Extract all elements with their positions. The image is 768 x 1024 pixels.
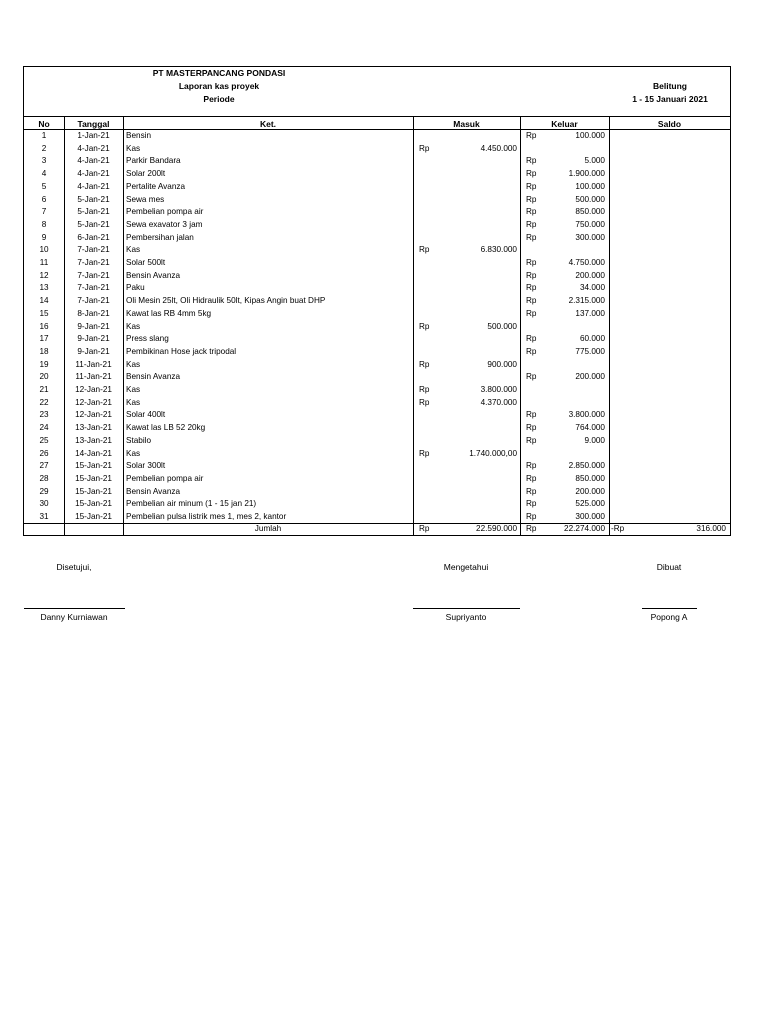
row-no: 15 bbox=[39, 308, 49, 318]
row-desc: Stabilo bbox=[126, 435, 152, 445]
table-row bbox=[24, 155, 730, 168]
row-date: 13-Jan-21 bbox=[75, 423, 112, 433]
row-out: 775.000 bbox=[575, 346, 605, 356]
row-out-currency: Rp bbox=[526, 410, 537, 420]
row-date: 4-Jan-21 bbox=[77, 169, 110, 179]
row-out-currency: Rp bbox=[526, 283, 537, 293]
row-out: 200.000 bbox=[575, 486, 605, 496]
row-date: 7-Jan-21 bbox=[77, 245, 110, 255]
row-in: 4.450.000 bbox=[480, 143, 517, 153]
row-desc: Pembelian pulsa listrik mes 1, mes 2, kantor bbox=[126, 512, 287, 521]
known-label: Mengetahui bbox=[443, 562, 489, 572]
row-no: 18 bbox=[39, 346, 49, 356]
row-no: 19 bbox=[39, 359, 49, 369]
row-out-currency: Rp bbox=[526, 473, 537, 483]
row-date: 15-Jan-21 bbox=[75, 512, 112, 521]
row-out: 2.850.000 bbox=[568, 461, 605, 471]
col-header-out: Keluar bbox=[551, 119, 578, 129]
row-desc: Paku bbox=[126, 283, 145, 293]
row-out-currency: Rp bbox=[526, 423, 537, 433]
col-header-date: Tanggal bbox=[77, 119, 110, 129]
row-desc: Pembelian pompa air bbox=[126, 207, 204, 217]
row-in-currency: Rp bbox=[419, 245, 430, 255]
row-desc: Bensin Avanza bbox=[126, 486, 181, 496]
row-date: 1-Jan-21 bbox=[77, 131, 110, 140]
row-date: 11-Jan-21 bbox=[75, 372, 112, 382]
table-row bbox=[24, 473, 730, 486]
row-out: 137.000 bbox=[575, 308, 605, 318]
row-out: 525.000 bbox=[575, 499, 605, 509]
row-desc: Kas bbox=[126, 321, 141, 331]
row-desc: Kas bbox=[126, 143, 141, 153]
approved-signature-line bbox=[24, 608, 125, 609]
row-out-currency: Rp bbox=[526, 512, 537, 521]
row-desc: Kawat las RB 4mm 5kg bbox=[126, 308, 212, 318]
table-row bbox=[24, 257, 730, 270]
table-row bbox=[24, 232, 730, 245]
company-name: PT MASTERPANCANG PONDASI bbox=[152, 68, 286, 78]
row-in: 3.800.000 bbox=[480, 385, 517, 394]
approved-name: Danny Kurniawan bbox=[40, 612, 108, 622]
row-no: 6 bbox=[41, 194, 47, 204]
table-row bbox=[24, 206, 730, 219]
row-date: 8-Jan-21 bbox=[77, 308, 110, 318]
table-row bbox=[24, 333, 730, 346]
row-out: 100.000 bbox=[575, 181, 605, 191]
row-date: 4-Jan-21 bbox=[77, 156, 110, 166]
row-out: 300.000 bbox=[575, 232, 605, 242]
col-header-desc: Ket. bbox=[259, 119, 277, 129]
table-row bbox=[24, 371, 730, 384]
location: Belitung bbox=[653, 81, 687, 91]
row-no: 20 bbox=[39, 372, 49, 382]
row-no: 30 bbox=[39, 499, 49, 509]
row-out: 300.000 bbox=[575, 512, 605, 521]
row-in: 6.830.000 bbox=[480, 245, 517, 255]
table-row bbox=[24, 460, 730, 473]
row-out: 34.000 bbox=[579, 283, 605, 293]
row-out: 200.000 bbox=[575, 270, 605, 280]
made-label: Dibuat bbox=[656, 562, 682, 572]
total-row bbox=[24, 523, 730, 536]
row-desc: Kas bbox=[126, 448, 141, 458]
row-desc: Sewa exavator 3 jam bbox=[126, 219, 203, 229]
row-date: 12-Jan-21 bbox=[75, 410, 112, 420]
row-no: 22 bbox=[39, 397, 49, 407]
report-title: Laporan kas proyek bbox=[178, 81, 260, 91]
row-date: 5-Jan-21 bbox=[77, 219, 110, 229]
table-row bbox=[24, 219, 730, 232]
row-date: 14-Jan-21 bbox=[75, 448, 112, 458]
row-no: 27 bbox=[39, 461, 49, 471]
row-date: 9-Jan-21 bbox=[77, 346, 110, 356]
row-date: 4-Jan-21 bbox=[77, 181, 110, 191]
col-header-in: Masuk bbox=[453, 119, 480, 129]
row-no: 26 bbox=[39, 448, 49, 458]
header-top-rule bbox=[24, 116, 730, 117]
row-no: 21 bbox=[39, 385, 49, 394]
row-no: 5 bbox=[41, 181, 47, 191]
row-date: 12-Jan-21 bbox=[75, 385, 112, 394]
row-date: 9-Jan-21 bbox=[77, 321, 110, 331]
row-desc: Parkir Bandara bbox=[126, 156, 181, 166]
table-row bbox=[24, 498, 730, 511]
row-out-currency: Rp bbox=[526, 296, 537, 306]
total-saldo: 316.000 bbox=[696, 524, 726, 533]
row-desc: Bensin Avanza bbox=[126, 270, 181, 280]
total-in-currency: Rp bbox=[419, 524, 430, 533]
approved-label: Disetujui, bbox=[56, 562, 92, 572]
row-out-currency: Rp bbox=[526, 461, 537, 471]
row-desc: Solar 400lt bbox=[126, 410, 166, 420]
row-in: 500.000 bbox=[487, 321, 517, 331]
row-desc: Bensin bbox=[126, 131, 152, 140]
table-row bbox=[24, 486, 730, 499]
row-date: 7-Jan-21 bbox=[77, 283, 110, 293]
row-in-currency: Rp bbox=[419, 321, 430, 331]
row-no: 7 bbox=[41, 207, 47, 217]
row-date: 6-Jan-21 bbox=[77, 232, 110, 242]
row-desc: Pembelian air minum (1 - 15 jan 21) bbox=[126, 499, 257, 509]
total-label: Jumlah bbox=[254, 524, 282, 533]
row-no: 4 bbox=[41, 169, 47, 179]
row-out: 3.800.000 bbox=[568, 410, 605, 420]
row-out-currency: Rp bbox=[526, 270, 537, 280]
cash-report-sheet bbox=[23, 66, 731, 536]
row-desc: Sewa mes bbox=[126, 194, 165, 204]
row-out-currency: Rp bbox=[526, 131, 537, 140]
row-desc: Solar 200lt bbox=[126, 169, 166, 179]
row-no: 11 bbox=[39, 258, 49, 267]
table-row bbox=[24, 346, 730, 359]
row-out-currency: Rp bbox=[526, 486, 537, 496]
table-row bbox=[24, 511, 730, 524]
row-desc: Solar 500lt bbox=[126, 258, 166, 267]
row-date: 15-Jan-21 bbox=[75, 461, 112, 471]
table-row bbox=[24, 244, 730, 257]
col-header-saldo: Saldo bbox=[657, 119, 682, 129]
table-row bbox=[24, 321, 730, 334]
row-desc: Pertalite Avanza bbox=[126, 181, 186, 191]
row-no: 24 bbox=[39, 423, 49, 433]
made-signature-line bbox=[642, 608, 697, 609]
row-in: 900.000 bbox=[487, 359, 517, 369]
period-label: Periode bbox=[203, 94, 235, 104]
row-date: 4-Jan-21 bbox=[77, 143, 110, 153]
row-no: 3 bbox=[41, 156, 47, 166]
table-row bbox=[24, 295, 730, 308]
row-no: 31 bbox=[39, 512, 49, 521]
row-out: 60.000 bbox=[579, 334, 605, 344]
row-date: 15-Jan-21 bbox=[75, 499, 112, 509]
row-desc: Kas bbox=[126, 397, 141, 407]
row-date: 12-Jan-21 bbox=[75, 397, 112, 407]
row-date: 15-Jan-21 bbox=[75, 486, 112, 496]
row-no: 29 bbox=[39, 486, 49, 496]
row-no: 12 bbox=[39, 270, 49, 280]
row-out: 9.000 bbox=[584, 435, 605, 445]
row-no: 23 bbox=[39, 410, 49, 420]
row-date: 5-Jan-21 bbox=[77, 194, 110, 204]
total-out-currency: Rp bbox=[526, 524, 537, 533]
period-value: 1 - 15 Januari 2021 bbox=[632, 94, 708, 104]
row-out-currency: Rp bbox=[526, 207, 537, 217]
row-desc: Kas bbox=[126, 359, 141, 369]
row-no: 14 bbox=[39, 296, 49, 306]
row-in-currency: Rp bbox=[419, 359, 430, 369]
row-out: 764.000 bbox=[575, 423, 605, 433]
table-row bbox=[24, 435, 730, 448]
made-name: Popong A bbox=[650, 612, 688, 622]
row-desc: Kas bbox=[126, 245, 141, 255]
row-no: 16 bbox=[39, 321, 49, 331]
row-desc: Kawat las LB 52 20kg bbox=[126, 423, 206, 433]
row-no: 2 bbox=[41, 143, 47, 153]
row-desc: Solar 300lt bbox=[126, 461, 166, 471]
row-out-currency: Rp bbox=[526, 194, 537, 204]
row-out: 200.000 bbox=[575, 372, 605, 382]
row-in-currency: Rp bbox=[419, 385, 430, 394]
row-desc: Press slang bbox=[126, 334, 169, 344]
row-out-currency: Rp bbox=[526, 308, 537, 318]
table-row bbox=[24, 397, 730, 410]
row-out-currency: Rp bbox=[526, 258, 537, 267]
row-out: 5.000 bbox=[584, 156, 605, 166]
row-no: 17 bbox=[39, 334, 49, 344]
row-date: 11-Jan-21 bbox=[75, 359, 112, 369]
row-out: 100.000 bbox=[575, 131, 605, 140]
row-in: 4.370.000 bbox=[480, 397, 517, 407]
row-no: 28 bbox=[39, 473, 49, 483]
row-out-currency: Rp bbox=[526, 334, 537, 344]
row-in: 1.740.000,00 bbox=[469, 448, 517, 458]
row-out-currency: Rp bbox=[526, 435, 537, 445]
table-row bbox=[24, 194, 730, 207]
row-desc: Oli Mesin 25lt, Oli Hidraulik 50lt, Kipas Angin buat DHP bbox=[126, 296, 326, 306]
table-row bbox=[24, 168, 730, 181]
table-row bbox=[24, 359, 730, 372]
row-no: 10 bbox=[39, 245, 49, 255]
row-in-currency: Rp bbox=[419, 143, 430, 153]
row-no: 8 bbox=[41, 219, 47, 229]
row-date: 9-Jan-21 bbox=[77, 334, 110, 344]
row-in-currency: Rp bbox=[419, 448, 430, 458]
row-out-currency: Rp bbox=[526, 181, 537, 191]
row-out: 850.000 bbox=[575, 473, 605, 483]
col-header-no: No bbox=[38, 119, 50, 129]
row-date: 7-Jan-21 bbox=[77, 296, 110, 306]
table-row bbox=[24, 409, 730, 422]
row-out-currency: Rp bbox=[526, 156, 537, 166]
table-row bbox=[24, 422, 730, 435]
row-desc: Pembersihan jalan bbox=[126, 232, 194, 242]
total-in: 22.590.000 bbox=[476, 524, 517, 533]
total-saldo-currency: -Rp bbox=[611, 524, 625, 533]
table-row bbox=[24, 308, 730, 321]
row-date: 15-Jan-21 bbox=[75, 473, 112, 483]
row-no: 25 bbox=[39, 435, 49, 445]
row-out-currency: Rp bbox=[526, 346, 537, 356]
row-date: 5-Jan-21 bbox=[77, 207, 110, 217]
row-out: 850.000 bbox=[575, 207, 605, 217]
row-date: 7-Jan-21 bbox=[77, 270, 110, 280]
table-row bbox=[24, 282, 730, 295]
row-no: 9 bbox=[41, 232, 47, 242]
table-row bbox=[24, 448, 730, 461]
row-desc: Pembelian pompa air bbox=[126, 473, 204, 483]
table-row bbox=[24, 143, 730, 156]
row-out: 1.900.000 bbox=[568, 169, 605, 179]
row-desc: Kas bbox=[126, 385, 141, 394]
row-date: 7-Jan-21 bbox=[77, 258, 110, 267]
row-out: 500.000 bbox=[575, 194, 605, 204]
table-row bbox=[24, 384, 730, 397]
row-desc: Bensin Avanza bbox=[126, 372, 181, 382]
row-desc: Pembikinan Hose jack tripodal bbox=[126, 346, 237, 356]
table-row bbox=[24, 130, 730, 143]
row-in-currency: Rp bbox=[419, 397, 430, 407]
row-out-currency: Rp bbox=[526, 169, 537, 179]
row-out: 2.315.000 bbox=[568, 296, 605, 306]
row-out: 750.000 bbox=[575, 219, 605, 229]
row-out-currency: Rp bbox=[526, 219, 537, 229]
total-out: 22.274.000 bbox=[564, 524, 605, 533]
table-row bbox=[24, 270, 730, 283]
known-name: Supriyanto bbox=[445, 612, 487, 622]
row-out: 4.750.000 bbox=[568, 258, 605, 267]
row-out-currency: Rp bbox=[526, 372, 537, 382]
row-no: 13 bbox=[39, 283, 49, 293]
row-out-currency: Rp bbox=[526, 232, 537, 242]
row-out-currency: Rp bbox=[526, 499, 537, 509]
row-date: 13-Jan-21 bbox=[75, 435, 112, 445]
row-no: 1 bbox=[41, 131, 47, 140]
table-row bbox=[24, 181, 730, 194]
known-signature-line bbox=[413, 608, 520, 609]
